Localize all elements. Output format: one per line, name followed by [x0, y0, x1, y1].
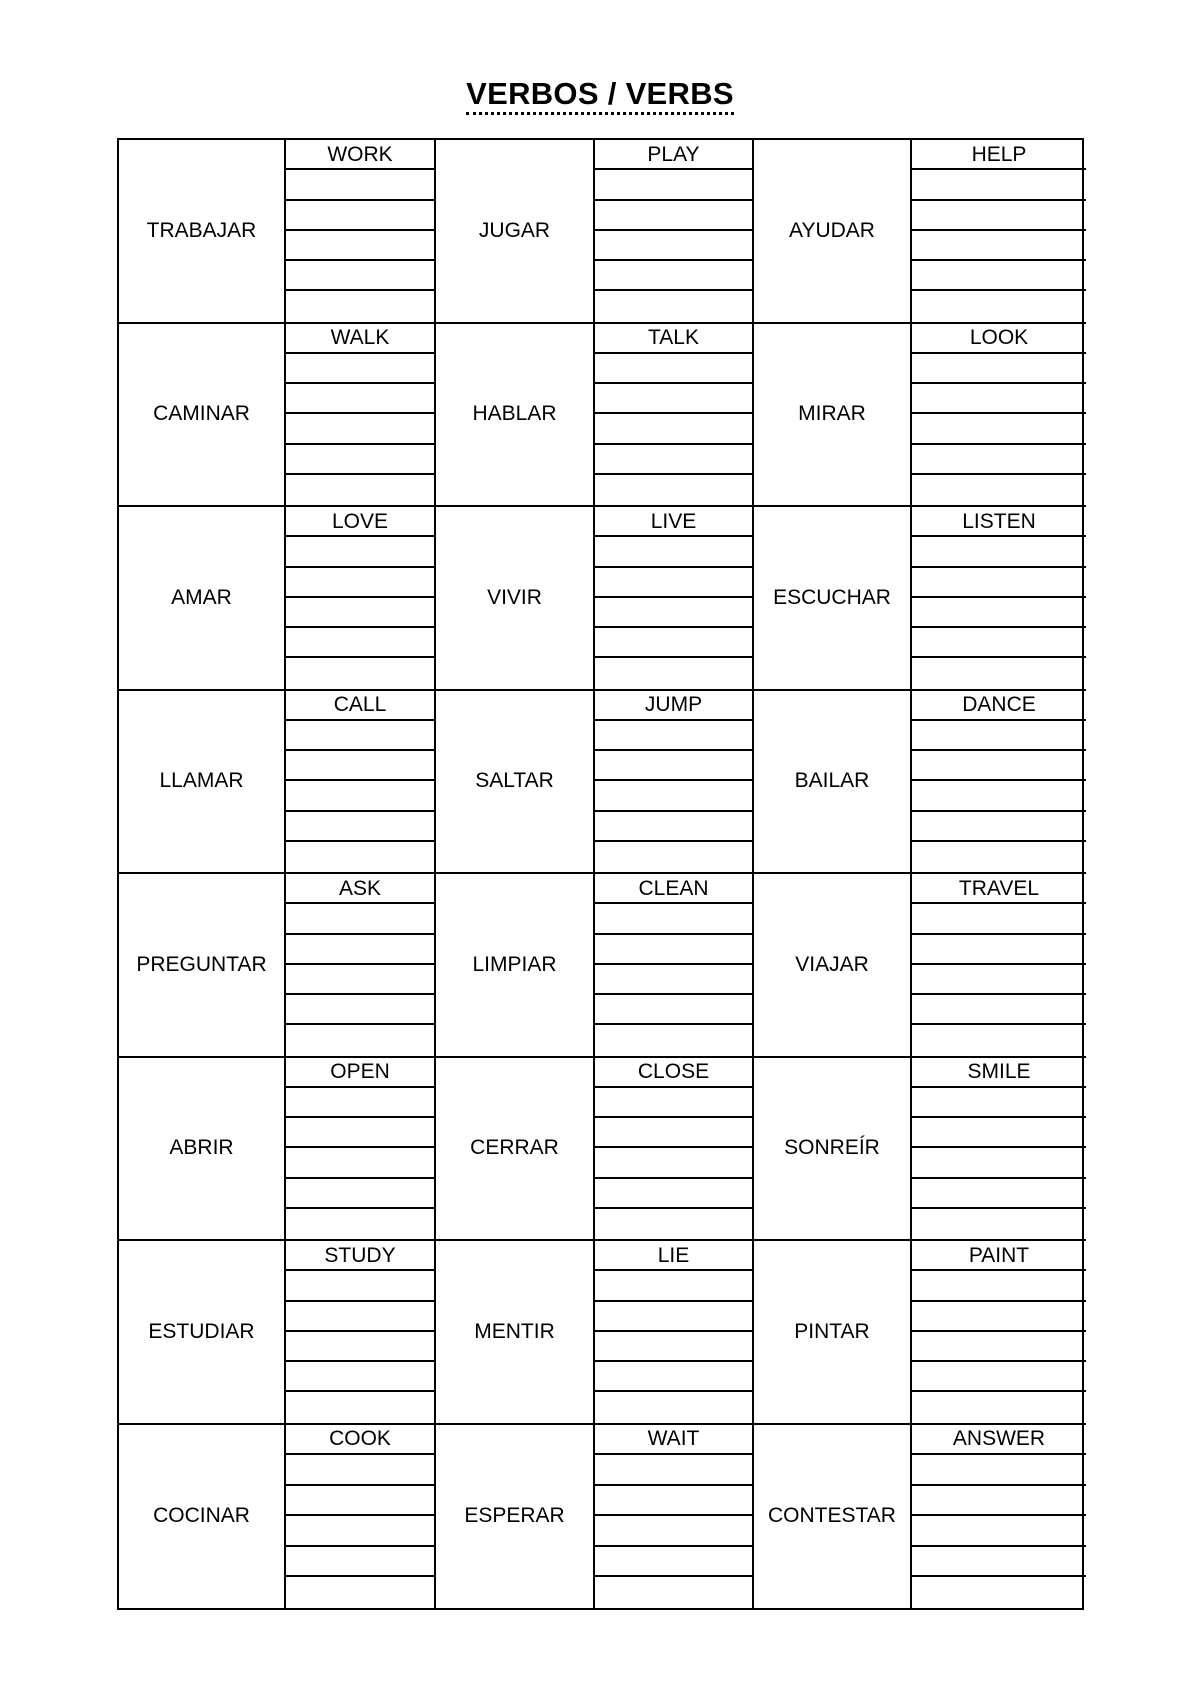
- writing-line[interactable]: [286, 1516, 434, 1547]
- writing-line[interactable]: [595, 445, 752, 475]
- spanish-verb-cell: [754, 140, 912, 324]
- writing-line[interactable]: [912, 598, 1086, 628]
- writing-line[interactable]: [286, 170, 434, 200]
- spanish-verb-cell: [754, 507, 912, 691]
- spanish-verb-cell: [754, 691, 912, 875]
- english-verb-cell: [595, 140, 754, 324]
- writing-line[interactable]: [595, 812, 752, 842]
- writing-line[interactable]: [286, 1179, 434, 1209]
- writing-line[interactable]: [595, 1025, 752, 1055]
- spanish-verb: TRABAJAR: [146, 218, 257, 242]
- spanish-verb: SALTAR: [475, 769, 554, 793]
- writing-line[interactable]: [595, 658, 752, 688]
- english-verb-cell: [912, 691, 1086, 875]
- english-verb: HELP: [912, 140, 1086, 170]
- writing-line[interactable]: [912, 1179, 1086, 1209]
- spanish-verb-cell: [436, 691, 595, 875]
- english-verb-cell: [595, 1425, 754, 1609]
- writing-line[interactable]: [286, 965, 434, 995]
- spanish-verb: LIMPIAR: [472, 952, 557, 976]
- writing-line[interactable]: [595, 1486, 752, 1517]
- english-verb-cell: [595, 324, 754, 508]
- writing-line[interactable]: [286, 354, 434, 384]
- spanish-verb: MENTIR: [474, 1319, 555, 1343]
- writing-line[interactable]: [286, 1271, 434, 1301]
- writing-line[interactable]: [595, 721, 752, 751]
- writing-line[interactable]: [286, 1209, 434, 1239]
- writing-line[interactable]: [595, 1302, 752, 1332]
- writing-line[interactable]: [595, 1547, 752, 1578]
- writing-line[interactable]: [286, 537, 434, 567]
- spanish-verb-cell: [436, 140, 595, 324]
- writing-line[interactable]: [595, 995, 752, 1025]
- writing-line[interactable]: [595, 414, 752, 444]
- spanish-verb-cell: [436, 324, 595, 508]
- english-verb: ASK: [286, 874, 434, 904]
- writing-line[interactable]: [912, 1118, 1086, 1148]
- english-verb-cell: [286, 691, 436, 875]
- writing-line[interactable]: [286, 935, 434, 965]
- writing-line[interactable]: [912, 1486, 1086, 1517]
- spanish-verb-cell: [436, 1425, 595, 1609]
- english-verb: ANSWER: [912, 1425, 1086, 1456]
- spanish-verb: BAILAR: [794, 769, 870, 793]
- writing-line[interactable]: [286, 1362, 434, 1392]
- writing-line[interactable]: [912, 1302, 1086, 1332]
- writing-line[interactable]: [286, 1455, 434, 1486]
- english-verb-cell: [912, 1058, 1086, 1242]
- writing-line[interactable]: [595, 935, 752, 965]
- english-verb: STUDY: [286, 1241, 434, 1271]
- spanish-verb: ESTUDIAR: [148, 1319, 255, 1343]
- writing-line[interactable]: [912, 1362, 1086, 1392]
- writing-line[interactable]: [912, 354, 1086, 384]
- writing-line[interactable]: [912, 935, 1086, 965]
- writing-line[interactable]: [286, 812, 434, 842]
- writing-line[interactable]: [286, 201, 434, 231]
- writing-line[interactable]: [912, 1025, 1086, 1055]
- writing-line[interactable]: [912, 1148, 1086, 1178]
- writing-line[interactable]: [286, 414, 434, 444]
- english-verb-cell: [595, 507, 754, 691]
- writing-line[interactable]: [286, 721, 434, 751]
- spanish-verb-cell: [119, 1425, 286, 1609]
- spanish-verb-cell: [754, 1058, 912, 1242]
- spanish-verb-cell: [436, 874, 595, 1058]
- spanish-verb-cell: [119, 140, 286, 324]
- writing-line[interactable]: [912, 201, 1086, 231]
- writing-line[interactable]: [595, 261, 752, 291]
- writing-line[interactable]: [595, 628, 752, 658]
- writing-line[interactable]: [595, 904, 752, 934]
- writing-line[interactable]: [286, 658, 434, 688]
- writing-line[interactable]: [595, 1179, 752, 1209]
- writing-line[interactable]: [912, 995, 1086, 1025]
- english-verb-cell: [286, 874, 436, 1058]
- writing-line[interactable]: [912, 1332, 1086, 1362]
- writing-line[interactable]: [595, 170, 752, 200]
- writing-line[interactable]: [595, 291, 752, 321]
- english-verb-cell: [912, 1241, 1086, 1425]
- writing-line[interactable]: [286, 568, 434, 598]
- writing-line[interactable]: [286, 261, 434, 291]
- writing-line[interactable]: [912, 628, 1086, 658]
- writing-line[interactable]: [912, 414, 1086, 444]
- english-verb-cell: [912, 324, 1086, 508]
- writing-line[interactable]: [595, 1209, 752, 1239]
- writing-line[interactable]: [912, 1516, 1086, 1547]
- english-verb: LOVE: [286, 507, 434, 537]
- english-verb-cell: [595, 1241, 754, 1425]
- writing-line[interactable]: [595, 842, 752, 872]
- writing-line[interactable]: [912, 291, 1086, 321]
- writing-line[interactable]: [286, 751, 434, 781]
- spanish-verb-cell: [754, 874, 912, 1058]
- writing-line[interactable]: [912, 751, 1086, 781]
- spanish-verb: AYUDAR: [789, 218, 875, 242]
- spanish-verb: COCINAR: [153, 1504, 250, 1528]
- writing-line[interactable]: [595, 598, 752, 628]
- spanish-verb: MIRAR: [798, 402, 866, 426]
- spanish-verb-cell: [119, 1241, 286, 1425]
- writing-line[interactable]: [286, 1148, 434, 1178]
- spanish-verb: ESCUCHAR: [773, 585, 891, 609]
- writing-line[interactable]: [286, 995, 434, 1025]
- spanish-verb: SONREÍR: [784, 1136, 880, 1160]
- writing-line[interactable]: [286, 1332, 434, 1362]
- english-verb: SMILE: [912, 1058, 1086, 1088]
- writing-line[interactable]: [912, 384, 1086, 414]
- writing-line[interactable]: [595, 1271, 752, 1301]
- writing-line[interactable]: [912, 445, 1086, 475]
- english-verb: LIVE: [595, 507, 752, 537]
- english-verb: CLOSE: [595, 1058, 752, 1088]
- writing-line[interactable]: [286, 842, 434, 872]
- page-title-text: VERBOS / VERBS: [466, 76, 734, 115]
- english-verb-cell: [286, 140, 436, 324]
- writing-line[interactable]: [595, 354, 752, 384]
- spanish-verb-cell: [119, 507, 286, 691]
- writing-line[interactable]: [286, 1577, 434, 1608]
- writing-line[interactable]: [912, 721, 1086, 751]
- english-verb: COOK: [286, 1425, 434, 1456]
- writing-line[interactable]: [286, 1486, 434, 1517]
- english-verb: JUMP: [595, 691, 752, 721]
- english-verb-cell: [286, 507, 436, 691]
- writing-line[interactable]: [595, 1455, 752, 1486]
- writing-line[interactable]: [286, 781, 434, 811]
- writing-line[interactable]: [912, 537, 1086, 567]
- writing-line[interactable]: [595, 201, 752, 231]
- writing-line[interactable]: [912, 231, 1086, 261]
- writing-line[interactable]: [595, 568, 752, 598]
- writing-line[interactable]: [286, 1547, 434, 1578]
- spanish-verb-cell: [754, 1425, 912, 1609]
- spanish-verb-cell: [119, 1058, 286, 1242]
- writing-line[interactable]: [286, 628, 434, 658]
- english-verb-cell: [286, 1058, 436, 1242]
- writing-line[interactable]: [912, 781, 1086, 811]
- spanish-verb-cell: [119, 874, 286, 1058]
- spanish-verb-cell: [754, 324, 912, 508]
- verb-table: [117, 138, 1084, 1610]
- writing-line[interactable]: [595, 231, 752, 261]
- spanish-verb: CERRAR: [470, 1136, 559, 1160]
- spanish-verb: VIVIR: [487, 585, 542, 609]
- writing-line[interactable]: [286, 904, 434, 934]
- writing-line[interactable]: [286, 1025, 434, 1055]
- english-verb: DANCE: [912, 691, 1086, 721]
- english-verb-cell: [595, 874, 754, 1058]
- spanish-verb-cell: [119, 324, 286, 508]
- writing-line[interactable]: [912, 1577, 1086, 1608]
- writing-line[interactable]: [286, 291, 434, 321]
- writing-line[interactable]: [912, 658, 1086, 688]
- spanish-verb-cell: [436, 507, 595, 691]
- writing-line[interactable]: [595, 1362, 752, 1392]
- writing-line[interactable]: [912, 568, 1086, 598]
- spanish-verb: PREGUNTAR: [136, 952, 267, 976]
- writing-line[interactable]: [595, 1148, 752, 1178]
- english-verb-cell: [912, 874, 1086, 1058]
- writing-line[interactable]: [286, 475, 434, 505]
- spanish-verb: LLAMAR: [159, 769, 244, 793]
- writing-line[interactable]: [912, 475, 1086, 505]
- spanish-verb: JUGAR: [478, 218, 551, 242]
- writing-line[interactable]: [912, 1088, 1086, 1118]
- writing-line[interactable]: [912, 842, 1086, 872]
- writing-line[interactable]: [595, 1516, 752, 1547]
- writing-line[interactable]: [286, 1118, 434, 1148]
- spanish-verb: ABRIR: [169, 1136, 234, 1160]
- writing-line[interactable]: [595, 1577, 752, 1608]
- english-verb: CLEAN: [595, 874, 752, 904]
- english-verb: LOOK: [912, 324, 1086, 354]
- spanish-verb: ESPERAR: [464, 1504, 565, 1528]
- english-verb-cell: [912, 507, 1086, 691]
- writing-line[interactable]: [286, 1302, 434, 1332]
- writing-line[interactable]: [595, 537, 752, 567]
- english-verb: PAINT: [912, 1241, 1086, 1271]
- english-verb-cell: [286, 1241, 436, 1425]
- english-verb: TALK: [595, 324, 752, 354]
- writing-line[interactable]: [595, 1088, 752, 1118]
- english-verb: LISTEN: [912, 507, 1086, 537]
- writing-line[interactable]: [912, 1209, 1086, 1239]
- writing-line[interactable]: [286, 598, 434, 628]
- writing-line[interactable]: [286, 231, 434, 261]
- english-verb: LIE: [595, 1241, 752, 1271]
- english-verb: TRAVEL: [912, 874, 1086, 904]
- spanish-verb-cell: [436, 1058, 595, 1242]
- spanish-verb: AMAR: [171, 585, 232, 609]
- english-verb: PLAY: [595, 140, 752, 170]
- writing-line[interactable]: [912, 965, 1086, 995]
- spanish-verb: CAMINAR: [153, 402, 250, 426]
- spanish-verb-cell: [436, 1241, 595, 1425]
- spanish-verb-cell: [754, 1241, 912, 1425]
- english-verb-cell: [286, 1425, 436, 1609]
- writing-line[interactable]: [912, 1271, 1086, 1301]
- english-verb: WORK: [286, 140, 434, 170]
- writing-line[interactable]: [595, 751, 752, 781]
- english-verb: OPEN: [286, 1058, 434, 1088]
- writing-line[interactable]: [912, 1547, 1086, 1578]
- english-verb-cell: [912, 140, 1086, 324]
- english-verb-cell: [286, 324, 436, 508]
- english-verb-cell: [595, 1058, 754, 1242]
- writing-line[interactable]: [912, 904, 1086, 934]
- english-verb-cell: [595, 691, 754, 875]
- writing-line[interactable]: [286, 445, 434, 475]
- writing-line[interactable]: [912, 170, 1086, 200]
- writing-line[interactable]: [595, 475, 752, 505]
- writing-line[interactable]: [595, 1118, 752, 1148]
- writing-line[interactable]: [912, 1455, 1086, 1486]
- spanish-verb: VIAJAR: [795, 952, 869, 976]
- spanish-verb: CONTESTAR: [768, 1504, 896, 1528]
- page-title: [0, 76, 1200, 112]
- spanish-verb: HABLAR: [472, 402, 557, 426]
- english-verb-cell: [912, 1425, 1086, 1609]
- writing-line[interactable]: [595, 781, 752, 811]
- english-verb: WALK: [286, 324, 434, 354]
- writing-line[interactable]: [286, 1088, 434, 1118]
- spanish-verb-cell: [119, 691, 286, 875]
- english-verb: CALL: [286, 691, 434, 721]
- writing-line[interactable]: [912, 1392, 1086, 1422]
- writing-line[interactable]: [912, 812, 1086, 842]
- writing-line[interactable]: [595, 1392, 752, 1422]
- writing-line[interactable]: [912, 261, 1086, 291]
- writing-line[interactable]: [286, 1392, 434, 1422]
- spanish-verb: PINTAR: [794, 1319, 870, 1343]
- writing-line[interactable]: [595, 1332, 752, 1362]
- english-verb: WAIT: [595, 1425, 752, 1456]
- writing-line[interactable]: [286, 384, 434, 414]
- writing-line[interactable]: [595, 384, 752, 414]
- writing-line[interactable]: [595, 965, 752, 995]
